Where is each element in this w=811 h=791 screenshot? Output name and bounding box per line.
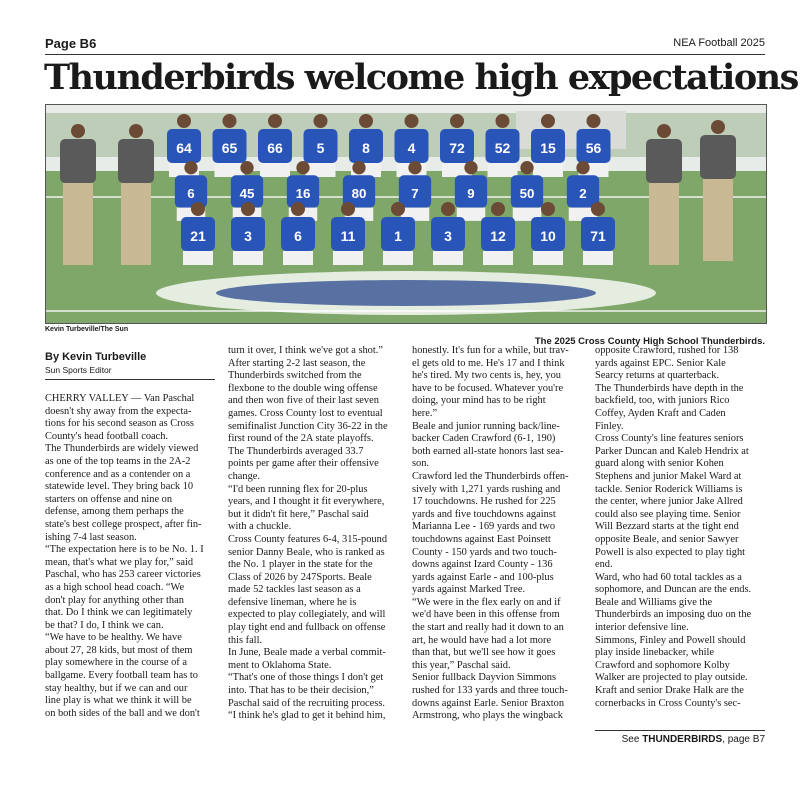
player-head (491, 202, 505, 216)
article-line: play somewhere in the course of a (45, 657, 187, 669)
player-pants (260, 163, 290, 177)
article-line: years, and I thought it fit everywhere, (228, 496, 385, 508)
player-head (541, 202, 555, 216)
article-line: he's tired. My two cents is, hey, you (412, 370, 561, 382)
player-pants (533, 251, 563, 265)
article-line: Powell is also expected to play tight (595, 546, 746, 558)
article-line: Senior fullback Dayvion Simmons (412, 672, 557, 684)
article-line: CHERRY VALLEY — Van Paschal (45, 393, 195, 404)
player-pants (483, 251, 513, 265)
jersey-number: 50 (519, 186, 535, 202)
article-line: into. That has to be their decision,” (228, 685, 374, 697)
jersey-number: 56 (585, 140, 602, 156)
article-line: play tight end and fullback on offense (228, 622, 386, 634)
article-line: doesn't shy away from the expecta- (45, 405, 192, 417)
player-head (405, 114, 419, 128)
article-line: ment to Oklahoma State. (228, 659, 332, 671)
article-line: Thunderbirds switched from the (228, 370, 362, 382)
section-label: NEA Football 2025 (673, 37, 765, 49)
player-head (191, 202, 205, 216)
jersey-number: 11 (340, 228, 356, 244)
article-line: tions for his second season as Cross (45, 418, 194, 430)
jump-target: THUNDERBIRDS (642, 734, 723, 745)
coach-head (711, 120, 725, 134)
article-line: be that? I do, I think we can. (45, 619, 164, 631)
article-line: play inside linebacker, while (595, 647, 715, 659)
jersey-number: 8 (362, 140, 370, 156)
article-line: Thunderbirds an imposing duo on the (595, 609, 752, 621)
player-head (541, 114, 555, 128)
article-line: Paschal, who has 253 career victories (45, 569, 201, 581)
article-line: senior Danny Beale, who is ranked as (228, 546, 385, 558)
jersey-number: 45 (239, 186, 255, 202)
article-line: turn it over, I think we've got a shot.” (228, 345, 383, 356)
photo-credit: Kevin Turbeville/The Sun (45, 326, 129, 333)
jersey-number: 10 (540, 228, 556, 244)
jersey-number: 7 (411, 186, 419, 202)
jersey-number: 1 (394, 228, 402, 244)
jersey-number: 6 (187, 186, 195, 202)
article-line: The Thunderbirds have depth in the (595, 382, 744, 394)
player-pants (233, 251, 263, 265)
player-head (268, 114, 282, 128)
photo-caption: The 2025 Cross County High School Thunderbirds. (534, 336, 765, 347)
article-line: yards and five touchdowns against (412, 508, 556, 520)
jersey-number: 21 (190, 228, 206, 244)
article-line: have to be focused. Whatever you're (412, 382, 564, 394)
player-pants (215, 163, 245, 177)
article-line: ishing 7-4 last season. (45, 531, 137, 543)
coach (118, 124, 154, 265)
article-line: The Thunderbirds averaged 33.7 (228, 445, 364, 457)
team-photo-illustration (46, 105, 766, 323)
coach-head (71, 124, 85, 138)
article-column-3 (412, 345, 587, 723)
article-line: state's best college prospect, after fin- (45, 518, 202, 530)
article-line: don't play for anything other than (45, 594, 184, 606)
article-line: After starting 2-2 last season, the (228, 357, 366, 369)
byline-author: By Kevin Turbeville (45, 351, 147, 363)
article-line: “The expectation here is to be No. 1. I (45, 544, 204, 556)
article-line: games. Cross County lost to eventual (228, 407, 383, 419)
player-pants (306, 163, 336, 177)
article-column-4 (595, 345, 770, 710)
player-pants (488, 163, 518, 177)
article-line: County's head football coach. (45, 430, 169, 442)
article-line: Class of 2026 by 247Sports. Beale (228, 571, 372, 583)
jersey-number: 15 (540, 140, 556, 156)
coach-pants (121, 183, 151, 265)
article-line: this year,” Paschal said. (412, 659, 511, 671)
player-pants (583, 251, 613, 265)
article-line: Beale and Williams give the (595, 596, 713, 608)
player-head (223, 114, 237, 128)
article-line: here.” (412, 407, 438, 419)
article-line: downs against Earle. Senior Braxton (412, 697, 565, 709)
headline: Thunderbirds welcome high expectations (44, 57, 798, 98)
article-line: both earned all-state honors last sea- (412, 445, 564, 457)
player-head (576, 161, 589, 174)
article-line: we'd have been in this offense from (412, 609, 560, 621)
player-head (291, 202, 305, 216)
jersey-number: 71 (590, 228, 606, 244)
article-line: semifinalist Junction City 36-22 in the (228, 420, 388, 432)
jersey-number: 9 (467, 186, 475, 202)
article-line: guard along with senior Kohen (595, 458, 724, 470)
coach-shirt (646, 139, 682, 183)
article-line: Will Bezzard starts at the tight end (595, 521, 739, 533)
article-line: Crawford and sophomore Kolby (595, 659, 730, 671)
article-line: The Thunderbirds are widely viewed (45, 443, 199, 455)
player-pants (333, 251, 363, 265)
article-line: sophomore, and Duncan are the ends. (595, 584, 752, 596)
article-line: opposite Beale, and senior Sawyer (595, 533, 739, 545)
player-head (341, 202, 355, 216)
article-line: Searcy returns at quarterback. (595, 370, 720, 382)
article-line: Armstrong, who plays the wingback (412, 710, 563, 722)
article-line: with a chuckle. (228, 521, 292, 533)
article-line: “I think he's glad to get it behind him, (228, 710, 386, 722)
article-column-1 (45, 393, 220, 720)
article-line: cornerbacks in Cross County's sec- (595, 697, 741, 709)
article-line: “I'd been running flex for 20-plus (228, 483, 368, 495)
player-head (441, 202, 455, 216)
jersey-number: 5 (316, 140, 325, 156)
article-line: Simmons, Finley and Powell should (595, 634, 746, 646)
article-line: backfield, too, with juniors Rico (595, 395, 730, 407)
coach (646, 124, 682, 265)
article-line: stay healthy, but if we can and our (45, 682, 188, 694)
player-head (240, 161, 253, 174)
coach-pants (703, 179, 733, 261)
jersey-number: 80 (351, 186, 367, 202)
article-line: “We were in the flex early on and if (412, 596, 561, 608)
article-line: Marianna Lee - 169 yards and two (412, 521, 556, 533)
article-line: tackle. Senior Roderick Williams is (595, 483, 743, 495)
article-line: Cross County's line features seniors (595, 433, 744, 445)
player-head (241, 202, 255, 216)
article-line: mean, that's what we play for,” said (45, 556, 194, 568)
article-line: could also see playing time. Senior (595, 508, 741, 520)
jump-rule (595, 730, 765, 731)
jump-line (622, 734, 765, 745)
coach-pants (649, 183, 679, 265)
jump-suffix: , page B7 (722, 734, 765, 745)
article-line: change. (228, 470, 261, 482)
header-rule (45, 54, 765, 55)
article-line: this fall. (228, 634, 263, 646)
article-line: Finley. (595, 420, 624, 432)
coach-shirt (60, 139, 96, 183)
article-line: sively with 1,271 yards rushing and (412, 483, 561, 495)
jersey-number: 64 (176, 140, 192, 156)
player-head (496, 114, 510, 128)
player-head (464, 161, 477, 174)
coach-shirt (118, 139, 154, 183)
player-head (296, 161, 309, 174)
byline-title: Sun Sports Editor (45, 365, 112, 375)
article-line: honestly. It's fun for a while, but trav- (412, 345, 569, 356)
article-line: points per game after their offensive (228, 458, 379, 470)
article-line: starters on offense and nine on (45, 493, 173, 505)
player-pants (383, 251, 413, 265)
article-line: statewide level. They bring back 10 (45, 481, 194, 493)
article-line: expected to play collegiately, and will (228, 609, 386, 621)
player-head (587, 114, 601, 128)
article-line: In June, Beale made a verbal commit- (228, 647, 386, 659)
article-line: the start and really had it down to an (412, 622, 564, 634)
article-line: 17 touchdowns. He rushed for 225 (412, 496, 556, 508)
article-line: downs against Izard County - 136 (412, 559, 553, 571)
article-line: the No. 1 player in the state for the (228, 559, 373, 571)
player-head (177, 114, 191, 128)
article-line: on both sides of the ball and we don't (45, 707, 200, 719)
article-line: opposite Crawford, rushed for 138 (595, 345, 739, 356)
article-line: that. Do I think we can legitimately (45, 607, 193, 619)
article-line: art, he would have had a lot more (412, 634, 552, 646)
article-line: defense, among them perhaps the (45, 506, 184, 518)
article-line: yards against Marked Tree. (412, 584, 526, 596)
article-line: than that, but we'll see how it goes (412, 647, 556, 659)
coach (700, 120, 736, 261)
midfield-logo-inner (216, 280, 596, 306)
article-line: backer Caden Crawford (6-1, 190) (412, 433, 556, 445)
player-head (450, 114, 464, 128)
article-line: Coffey, Ayden Kraft and Caden (595, 407, 726, 419)
article-line: made 52 tackles last season as a (228, 584, 361, 596)
article-line: doing, your mind has to be right (412, 395, 546, 407)
jersey-number: 3 (444, 228, 452, 244)
player-pants (533, 163, 563, 177)
byline-rule (45, 379, 215, 380)
jersey-number: 16 (295, 186, 311, 202)
jump-prefix: See (621, 734, 643, 745)
article-line: Kraft and senior Drake Halk are the (595, 685, 744, 697)
article-line: about 27, 28 kids, but most of them (45, 644, 193, 656)
jersey-number: 3 (244, 228, 252, 244)
player-head (352, 161, 365, 174)
article-line: “We have to be healthy. We have (45, 632, 182, 644)
coach-head (129, 124, 143, 138)
article-line: defensive lineman, where he is (228, 596, 357, 608)
article-line: conference and as a contender on a (45, 468, 191, 480)
player-head (520, 161, 533, 174)
article-line: Parker Duncan and Kaleb Hendrix at (595, 445, 749, 457)
coach (60, 124, 96, 265)
article-line: end. (595, 559, 613, 571)
article-line: as one of the top teams in the 2A-2 (45, 455, 191, 467)
article-line: rushed for 133 yards and three touch- (412, 685, 568, 697)
player-head (314, 114, 328, 128)
article-line: Beale and junior running back/line- (412, 420, 560, 432)
article-line: flexbone to the double wing offense (228, 382, 378, 394)
article-line: son. (412, 458, 430, 470)
jersey-number: 72 (449, 140, 465, 156)
player-head (359, 114, 373, 128)
article-line: el gets old to me. He's 17 and I think (412, 357, 565, 369)
article-column-2 (228, 345, 403, 723)
player-pants (183, 251, 213, 265)
article-line: Paschal said of the recruiting process. (228, 697, 385, 709)
coach-head (657, 124, 671, 138)
article-line: ballgame. Every football team has to (45, 670, 198, 682)
article-line: the center, where junior Jake Allred (595, 496, 743, 508)
player-pants (433, 251, 463, 265)
jersey-number: 66 (267, 140, 283, 156)
team-photo (45, 104, 767, 324)
article-line: yards against Earle - and 100-plus (412, 571, 554, 583)
article-line: first round of the 2A state playoffs. (228, 433, 374, 445)
jersey-number: 4 (407, 140, 416, 156)
article-line: as a high school head coach. “We (45, 581, 185, 593)
article-line: yards against EPC. Senior Kale (595, 357, 726, 369)
article-line: County - 150 yards and two touch- (412, 546, 557, 558)
coach-shirt (700, 135, 736, 179)
page-number: Page B6 (45, 36, 97, 51)
article-line: touchdowns against East Poinsett (412, 533, 551, 545)
player-head (391, 202, 405, 216)
article-line: Ward, who had 60 total tackles as a (595, 571, 742, 583)
coach-pants (63, 183, 93, 265)
jersey-number: 2 (579, 186, 587, 202)
article-line: Cross County features 6-4, 315-pound (228, 533, 388, 545)
jersey-number: 52 (494, 140, 511, 156)
jersey-number: 12 (490, 228, 506, 244)
player-pants (283, 251, 313, 265)
article-line: interior defensive line. (595, 622, 689, 634)
jersey-number: 6 (294, 228, 302, 244)
jersey-number: 65 (221, 140, 238, 156)
article-line: Stephens and junior Makel Ward at (595, 470, 742, 482)
article-line: and then won five of their last seven (228, 395, 379, 407)
player-head (184, 161, 197, 174)
article-line: Walker are projected to play outside. (595, 672, 748, 684)
article-line: line play is what we think it will be (45, 695, 192, 707)
player-head (408, 161, 421, 174)
article-line: but it didn't fit here,” Paschal said (228, 508, 369, 520)
player-head (591, 202, 605, 216)
article-line: “That's one of those things I don't get (228, 672, 384, 684)
article-line: Crawford led the Thunderbirds offen- (412, 470, 569, 482)
